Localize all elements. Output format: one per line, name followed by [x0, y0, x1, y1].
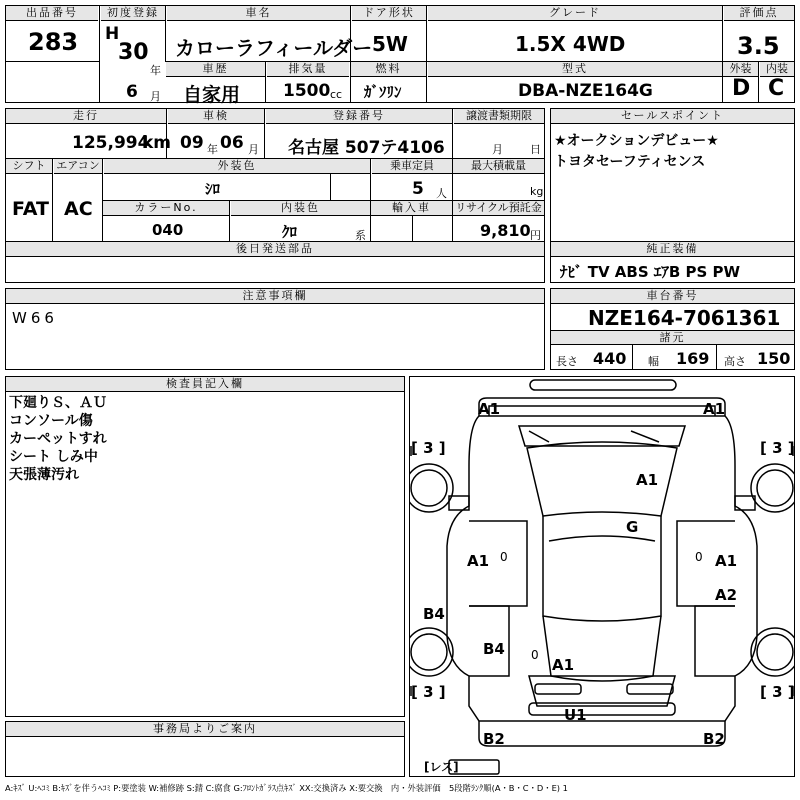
mark-roof: A1 [636, 471, 659, 489]
length-label: 長さ [556, 355, 578, 368]
mileage-label: 走行 [6, 109, 166, 124]
color: ｼﾛ [205, 180, 221, 198]
displacement-label: 排気量 [267, 62, 349, 77]
history: 自家用 [183, 84, 241, 106]
width-label: 幅 [648, 355, 659, 368]
insp-month: 06 [220, 133, 244, 153]
import-label: 輸入車 [371, 201, 452, 216]
era: H [105, 24, 120, 44]
mark-front-right: A1 [703, 400, 726, 418]
inspector-note: 天張薄汚れ [9, 467, 79, 483]
insp-month-unit: 月 [248, 143, 259, 156]
notes-text: W66 [12, 309, 58, 327]
length: 440 [593, 349, 627, 368]
ext-label: 外装 [723, 62, 758, 77]
capacity: 5 [412, 179, 424, 199]
notes-label: 注意事項欄 [6, 289, 544, 304]
height-label: 高さ [724, 355, 746, 368]
ac-label: エアコン [54, 159, 102, 174]
car-name: カローラフィールダー [175, 36, 373, 60]
grade-label: グレード [428, 6, 722, 21]
kg-unit: kg [530, 185, 544, 198]
sales-point-2: トヨタセーフティセンス [554, 154, 706, 170]
mark-rear-door-right: A2 [715, 586, 738, 604]
ac: AC [64, 198, 93, 220]
width: 169 [676, 349, 710, 368]
score-label: 評価点 [724, 6, 794, 21]
plate: 名古屋 507テ4106 [288, 138, 445, 158]
name-label: 車名 [167, 6, 350, 21]
mileage: 125,994 [72, 133, 150, 153]
height: 150 [757, 349, 791, 368]
grade: 1.5X 4WD [515, 32, 626, 56]
mark-rear-left-2: B4 [483, 640, 505, 658]
fuel-label: 燃料 [351, 62, 426, 77]
mark-zero-left: 0 [500, 550, 508, 564]
ext-grade: D [732, 76, 751, 101]
yen-unit: 円 [530, 229, 541, 242]
shift: FAT [12, 198, 49, 220]
mark-rear-right-bottom: B2 [703, 730, 725, 748]
recycle-label: リサイクル預託金 [453, 201, 544, 216]
interior: ｸﾛ [282, 223, 298, 241]
inspector-label: 検査員記入欄 [6, 377, 404, 392]
mark-tire-fr: [ 3 ] [760, 439, 795, 457]
sales-box [550, 108, 795, 242]
lot-label: 出品番号 [6, 6, 98, 21]
transfer-month: 月 [492, 143, 503, 156]
model-code: DBA-NZE164G [518, 81, 653, 101]
legend: A:ｷｽﾞ U:ﾍｺﾐ B:ｷｽﾞを伴うﾍｺﾐ P:要塗装 W:補修跡 S:錆 C:腐食 G:ﾌﾛﾝﾄｶﾞﾗｽ点ｷｽﾞ XX:交換済み X:要交換 内・外装評価 5段階ﾗﾝｸ順(A・B・C・D・E) 1 [5, 783, 568, 793]
first-reg-label: 初度登録 [101, 6, 165, 21]
colorno: 040 [152, 221, 184, 239]
kei-unit: 系 [355, 229, 366, 242]
mark-front-left: A1 [478, 400, 501, 418]
mark-les: [レス] [424, 760, 459, 774]
mark-zero-right: 0 [695, 550, 703, 564]
mark-zero-rear: 0 [531, 648, 539, 662]
transfer-label: 譲渡書類期限 [454, 109, 544, 124]
shift-label: シフト [6, 159, 52, 174]
info-box [5, 108, 545, 242]
history-label: 車歴 [166, 62, 265, 77]
month-unit: 月 [150, 90, 161, 103]
door-label: ドア形状 [352, 6, 426, 21]
car-diagram [409, 376, 795, 777]
reg-year: 30 [118, 40, 149, 65]
mark-front-door-right: A1 [715, 552, 738, 570]
mark-front-door-left: A1 [467, 552, 490, 570]
fuel: ｶﾞｿﾘﾝ [364, 83, 402, 101]
mark-tire-rr: [ 3 ] [760, 683, 795, 701]
reg-month: 6 [126, 82, 138, 102]
year-unit: 年 [150, 64, 161, 77]
equipment-label: 純正装備 [551, 242, 794, 257]
inspector-note: カーペットすれ [9, 431, 107, 447]
color-label: 外装色 [104, 159, 370, 174]
mark-rear-left: B4 [423, 605, 445, 623]
mark-trunk: A1 [552, 656, 575, 674]
office-label: 事務局よりご案内 [6, 722, 404, 737]
chassis-number: NZE164-7061361 [588, 306, 781, 330]
lot-number: 283 [28, 28, 79, 56]
interior-label: 内装色 [231, 201, 370, 216]
int-grade: C [768, 76, 785, 101]
inspection-label: 車検 [168, 109, 264, 124]
score: 3.5 [737, 32, 780, 60]
inspector-note: 下廻りＳ、ＡＵ [9, 395, 107, 411]
displacement: 1500 [283, 81, 331, 101]
mark-glass: G [626, 518, 639, 536]
mark-rear-left-bottom: B2 [483, 730, 505, 748]
inspector-note: シート しみ中 [9, 449, 98, 465]
cc-unit: cc [330, 88, 343, 101]
inspector-note: コンソール傷 [9, 413, 93, 429]
door-type: 5W [372, 32, 408, 56]
recycle: 9,810 [480, 221, 531, 240]
mark-tire-fl: [ 3 ] [411, 439, 446, 457]
capacity-label: 乗車定員 [372, 159, 452, 174]
mark-tire-rl: [ 3 ] [411, 683, 446, 701]
plate-label: 登録番号 [266, 109, 452, 124]
transfer-day: 日 [530, 143, 541, 156]
person-unit: 人 [436, 187, 447, 200]
load-label: 最大積載量 [453, 159, 544, 174]
sales-label: セールスポイント [551, 109, 794, 124]
sales-point-1: ★オークションデビュー★ [554, 133, 719, 149]
inspector-notes [9, 394, 107, 484]
later-parts-label: 後日発送部品 [6, 242, 544, 257]
int-label: 内装 [760, 62, 794, 77]
mark-bumper: U1 [564, 706, 587, 724]
spec-label: 諸元 [551, 330, 794, 345]
km-unit: km [142, 133, 172, 153]
model-label: 型式 [428, 62, 722, 77]
equipment: ﾅﾋﾞ TV ABS ｴｱB PS PW [560, 263, 741, 281]
colorno-label: カラーNo. [103, 201, 229, 216]
chassis-label: 車台番号 [551, 289, 794, 304]
insp-year: 09 [180, 133, 204, 153]
insp-year-unit: 年 [207, 143, 218, 156]
